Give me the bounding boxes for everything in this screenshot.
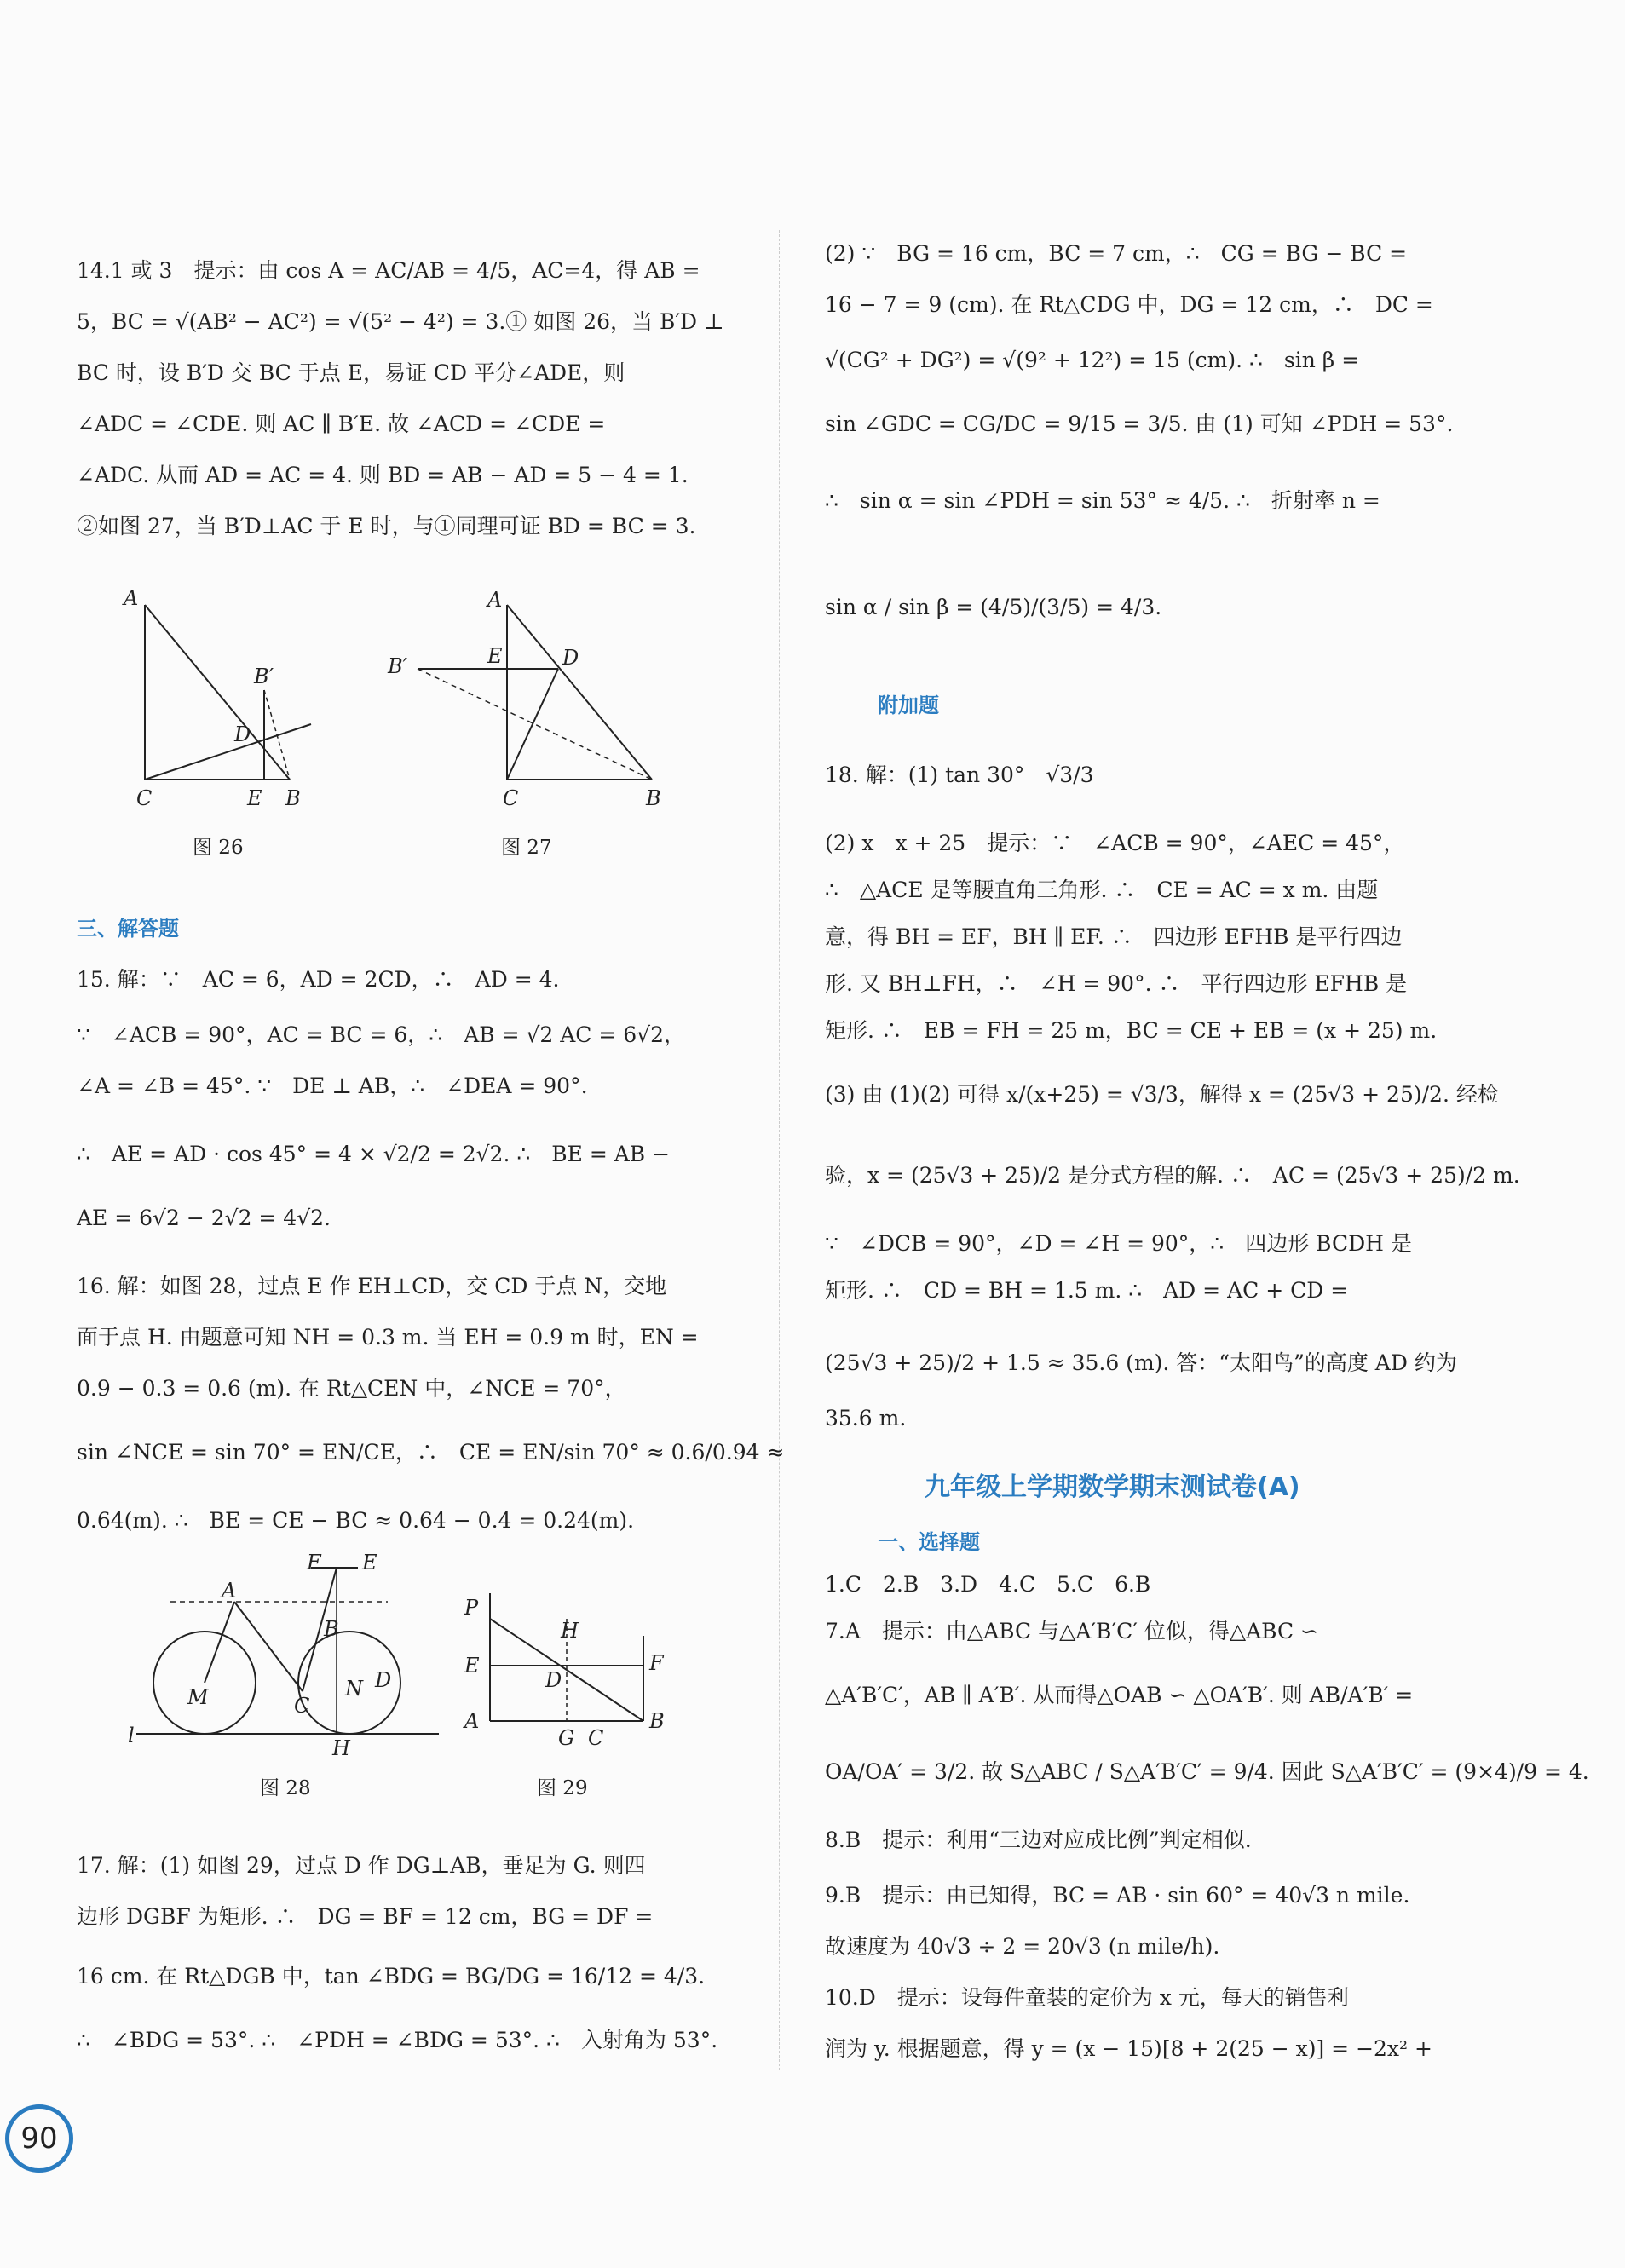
q16-line: 0.9 − 0.3 = 0.6 (m). 在 Rt△CEN 中，∠NCE = 70°， <box>77 1376 626 1401</box>
q18-line: 形. 又 BH⊥FH，∴ ∠H = 90°. ∴ 平行四边形 EFHB 是 <box>825 971 1408 996</box>
q16-line: sin ∠NCE = sin 70° = EN/CE，∴ CE = EN/sin 70° ≈ 0.6/0.94 ≈ <box>77 1440 785 1465</box>
q18-line: 矩形. ∴ CD = BH = 1.5 m. ∴ AD = AC + CD = <box>825 1278 1349 1303</box>
svg-text:D: D <box>562 646 579 670</box>
fig26-line <box>145 605 290 780</box>
svg-text:C: C <box>294 1694 310 1718</box>
q18-line: (3) 由 (1)(2) 可得 x/(x+25) = √3/3，解得 x = (25√3 + 25)/2. 经检 <box>825 1082 1499 1107</box>
fig26-line <box>145 724 311 780</box>
svg-text:A: A <box>464 1709 480 1733</box>
figure-26 <box>119 588 341 818</box>
q17-line: 边形 DGBF 为矩形. ∴ DG = BF = 12 cm，BG = DF = <box>77 1904 654 1929</box>
fig28-line <box>205 1602 234 1683</box>
q8-line: 8.B 提示：利用“三边对应成比例”判定相似. <box>825 1828 1252 1852</box>
q7-line: OA/OA′ = 3/2. 故 S△ABC / S△A′B′C′ = 9/4. 因此 S△A′B′C′ = (9×4)/9 = 4. <box>825 1759 1589 1784</box>
svg-text:E: E <box>362 1551 377 1574</box>
q10-line: 润为 y. 根据题意，得 y = (x − 15)[8 + 2(25 − x)] = −2x² + <box>825 2036 1432 2061</box>
svg-text:E: E <box>487 644 503 668</box>
q17b-line: (2) ∵ BG = 16 cm，BC = 7 cm，∴ CG = BG − BC = <box>825 241 1408 266</box>
svg-text:E: E <box>247 786 262 810</box>
section-3-heading: 三、解答题 <box>77 917 179 941</box>
q9-line: 故速度为 40√3 ÷ 2 = 20√3 (n mile/h). <box>825 1934 1220 1959</box>
q18-line: 验，x = (25√3 + 25)/2 是分式方程的解. ∴ AC = (25√3 + 25)/2 m. <box>825 1163 1520 1188</box>
extra-heading: 附加题 <box>878 694 939 717</box>
q17-line: 17. 解：(1) 如图 29，过点 D 作 DG⊥AB，垂足为 G. 则四 <box>77 1853 646 1878</box>
svg-text:A: A <box>124 588 139 610</box>
svg-text:B: B <box>324 1617 339 1641</box>
q15-line: ∴ AE = AD · cos 45° = 4 × √2/2 = 2√2. ∴ BE = AB − <box>77 1142 671 1166</box>
q18-line: (2) x x + 25 提示：∵ ∠ACB = 90°，∠AEC = 45°， <box>825 831 1405 855</box>
svg-text:F: F <box>649 1651 664 1675</box>
svg-text:M: M <box>187 1685 209 1709</box>
q15-line: AE = 6√2 − 2√2 = 4√2. <box>77 1206 331 1230</box>
figure-27 <box>383 588 673 818</box>
q15-line: ∵ ∠ACB = 90°，AC = BC = 6，∴ AB = √2 AC = 6√2， <box>77 1022 686 1047</box>
column-divider <box>779 230 780 2070</box>
q17b-line: sin α / sin β = (4/5)/(3/5) = 4/3. <box>825 595 1162 619</box>
q17b-line: ∴ sin α = sin ∠PDH = sin 53° ≈ 4/5. ∴ 折射率 n = <box>825 488 1380 513</box>
svg-text:C: C <box>136 786 153 810</box>
svg-text:G: G <box>558 1726 575 1750</box>
svg-text:F: F <box>307 1551 321 1574</box>
q18-line: 意，得 BH = EF，BH ∥ EF. ∴ 四边形 EFHB 是平行四边 <box>825 924 1403 949</box>
q18-line: (25√3 + 25)/2 + 1.5 ≈ 35.6 (m). 答：“太阳鸟”的高度 AD 约为 <box>825 1350 1457 1375</box>
answers-line: 1.C 2.B 3.D 4.C 5.C 6.B <box>825 1572 1151 1597</box>
q18-line: 矩形. ∴ EB = FH = 25 m，BC = CE + EB = (x + 25) m. <box>825 1018 1438 1043</box>
q14-line: ②如图 27，当 B′D⊥AC 于 E 时，与①同理可证 BD = BC = 3. <box>77 514 696 538</box>
q17b-line: √(CG² + DG²) = √(9² + 12²) = 15 (cm). ∴ sin β = <box>825 348 1360 372</box>
fig27-line <box>507 669 558 780</box>
q17b-line: sin ∠GDC = CG/DC = 9/15 = 3/5. 由 (1) 可知 ∠PDH = 53°. <box>825 412 1454 436</box>
q14-line: 5，BC = √(AB² − AC²) = √(5² − 4²) = 3.① 如图 26，当 B′D ⊥ <box>77 309 724 334</box>
q10-line: 10.D 提示：设每件童装的定价为 x 元，每天的销售利 <box>825 1985 1349 2010</box>
q16-line: 0.64(m). ∴ BE = CE − BC ≈ 0.64 − 0.4 = 0.24(m). <box>77 1508 635 1533</box>
fig27-line <box>507 605 652 780</box>
svg-text:H: H <box>332 1736 350 1760</box>
svg-text:P: P <box>464 1596 479 1620</box>
svg-text:D: D <box>234 722 251 746</box>
svg-text:C: C <box>503 786 519 810</box>
q18-line: 18. 解：(1) tan 30° √3/3 <box>825 763 1094 787</box>
svg-text:B′: B′ <box>254 665 274 688</box>
q16-line: 面于点 H. 由题意可知 NH = 0.3 m. 当 EH = 0.9 m 时，EN = <box>77 1325 699 1350</box>
q7-line: 7.A 提示：由△ABC 与△A′B′C′ 位似，得△ABC ∽ <box>825 1619 1318 1643</box>
q17b-line: 16 − 7 = 9 (cm). 在 Rt△CDG 中，DG = 12 cm，∴ DC = <box>825 292 1433 317</box>
svg-text:A: A <box>222 1579 237 1603</box>
q14-line: 14.1 或 3 提示：由 cos A = AC/AB = 4/5，AC=4，得 AB = <box>77 258 700 283</box>
svg-text:A: A <box>487 588 503 612</box>
q15-line: ∠A = ∠B = 45°. ∵ DE ⊥ AB，∴ ∠DEA = 90°. <box>77 1074 588 1098</box>
svg-text:B: B <box>646 786 661 810</box>
fig27-caption: 图 27 <box>501 837 552 859</box>
svg-text:C: C <box>588 1726 604 1750</box>
svg-text:l: l <box>128 1724 135 1747</box>
svg-text:B: B <box>649 1709 665 1733</box>
fig26-line <box>264 690 290 780</box>
figure-28 <box>128 1551 452 1764</box>
page-number: 90 <box>5 2104 73 2173</box>
q7-line: △A′B′C′，AB ∥ A′B′. 从而得△OAB ∽ △OA′B′. 则 AB/A′B′ = <box>825 1683 1414 1707</box>
q16-line: 16. 解：如图 28，过点 E 作 EH⊥CD，交 CD 于点 N，交地 <box>77 1274 667 1298</box>
figure-29 <box>460 1585 682 1755</box>
section-1-heading: 一、选择题 <box>878 1530 980 1554</box>
q14-line: ∠ADC. 从而 AD = AC = 4. 则 BD = AB − AD = 5 − 4 = 1. <box>77 463 689 487</box>
svg-text:B: B <box>285 786 301 810</box>
q17-line: 16 cm. 在 Rt△DGB 中，tan ∠BDG = BG/DG = 16/12 = 4/3. <box>77 1964 706 1989</box>
svg-text:E: E <box>464 1654 480 1678</box>
q17-line: ∴ ∠BDG = 53°. ∴ ∠PDH = ∠BDG = 53°. ∴ 入射角为 53°. <box>77 2028 718 2052</box>
fig26-caption: 图 26 <box>193 837 244 859</box>
svg-text:H: H <box>561 1619 579 1643</box>
fig28-caption: 图 28 <box>260 1777 311 1799</box>
q18-line: 35.6 m. <box>825 1406 907 1430</box>
q15-line: 15. 解：∵ AC = 6，AD = 2CD，∴ AD = 4. <box>77 967 560 992</box>
fig29-caption: 图 29 <box>537 1777 588 1799</box>
q18-line: ∵ ∠DCB = 90°，∠D = ∠H = 90°，∴ 四边形 BCDH 是 <box>825 1231 1412 1256</box>
svg-text:D: D <box>545 1668 562 1692</box>
fig28-line <box>234 1602 303 1691</box>
svg-text:B′: B′ <box>388 654 408 678</box>
exam-title: 九年级上学期数学期末测试卷(A) <box>925 1472 1300 1502</box>
q18-line: ∴ △ACE 是等腰直角三角形. ∴ CE = AC = x m. 由题 <box>825 878 1379 902</box>
fig27-line <box>418 669 652 780</box>
svg-text:N: N <box>345 1677 363 1701</box>
q14-line: ∠ADC = ∠CDE. 则 AC ∥ B′E. 故 ∠ACD = ∠CDE = <box>77 412 606 436</box>
q14-line: BC 时，设 B′D 交 BC 于点 E，易证 CD 平分∠ADE，则 <box>77 360 625 385</box>
svg-text:D: D <box>375 1668 392 1692</box>
q9-line: 9.B 提示：由已知得，BC = AB · sin 60° = 40√3 n mile. <box>825 1883 1410 1908</box>
